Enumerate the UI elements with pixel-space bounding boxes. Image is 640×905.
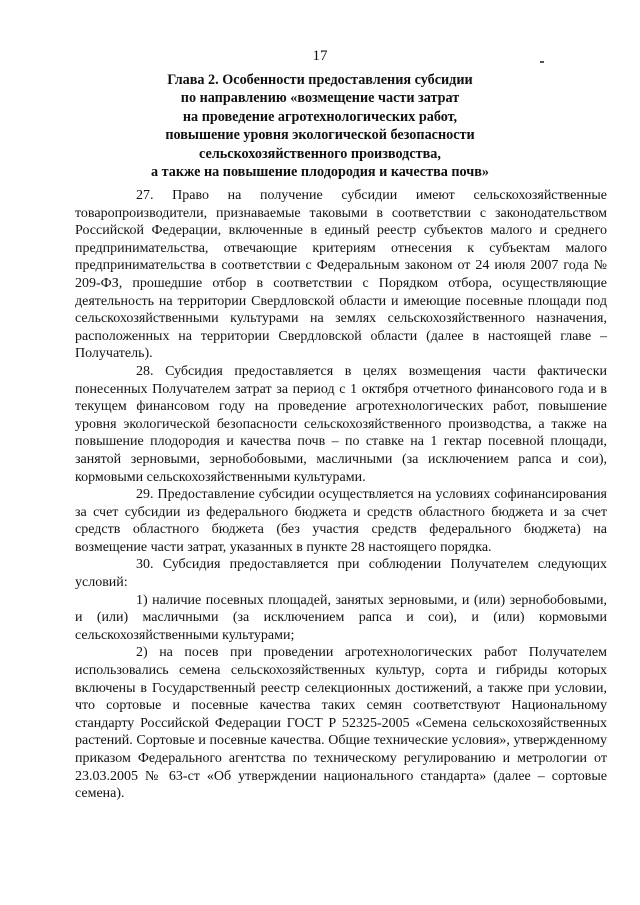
chapter-heading [70,71,570,181]
heading-line: сельскохозяйственного производства, [199,145,441,162]
page-number: 17 [312,48,328,64]
heading-line: а также на повышение плодородия и качества почв» [150,164,490,181]
heading-line: по направлению «возмещение части затрат [180,90,460,107]
condition-item-2: 2) на посев при проведении агротехнологических работ Получателем использовались семена сельскохозяйственных культур, сорта и гибриды которых включены в Государственный реестр селекционных достижений, а также при условии, что сортовые и посевные качества таких семян соответствуют Национальному стандарту Российской Федерации ГОСТ Р 52325-2005 «Семена сельскохозяйственных растений. Сортовые и посевные качества. Общие технические условия», утвержденному приказом Федерального агентства по техническому регулированию и метрологии от 23.03.2005 № 63-ст «Об утверждении национального стандарта» (далее – сортовые семена). [75,645,607,802]
heading-line: Глава 2. Особенности предоставления субсидии [167,72,473,88]
condition-item-1: 1) наличие посевных площадей, занятых зерновыми, и (или) зернобобовыми, и (или) масличными (за исключением рапса и сои), и (или) кормовыми сельскохозяйственными культурами; [75,592,607,643]
document-body [75,187,607,803]
scan-mark [540,61,544,63]
paragraph-30: 30. Субсидия предоставляется при соблюдении Получателем следующих условий: [75,557,607,591]
paragraph-28: 28. Субсидия предоставляется в целях возмещения части фактически понесенных Получателем затрат за период с 1 октября отчетного финансового года и в текущем финансовом году на проведение агротехнологических работ, повышение уровня экологической безопасности сельскохозяйственного производства, а также на повышение плодородия и качества почв – по ставке на 1 гектар посевной площади, занятой зерновыми, зернобобовыми, масличными (за исключением рапса и сои), кормовыми сельскохозяйственными культурами. [75,363,607,485]
heading-line: на проведение агротехнологических работ, [182,108,458,125]
paragraph-27: 27. Право на получение субсидии имеют сельскохозяйственные товаропроизводители, признаваемые таковыми в соответствии с законодательством Российской Федерации, включенные в единый реестр субъектов малого и среднего предпринимательства, отвечающие критериям отнесения к субъектам малого предпринимательства в соответствии с Федеральным законом от 24 июля 2007 года № 209-ФЗ, прошедшие отбор в соответствии с Порядком отбора, осуществляющие деятельность на территории Свердловской области и имеющие посевные площади под сельскохозяйственными культурами на землях сельскохозяйственного назначения, расположенных на территории Свердловской области (далее в настоящей главе – Получатель). [75,188,607,362]
heading-line: повышение уровня экологической безопасности [165,127,475,144]
paragraph-29: 29. Предоставление субсидии осуществляется на условиях софинансирования за счет субсидии из федерального бюджета и средств областного бюджета и за счет средств областного бюджета (без участия средств федерального бюджета) на возмещение части затрат, указанных в пункте 28 настоящего порядка. [75,487,607,555]
